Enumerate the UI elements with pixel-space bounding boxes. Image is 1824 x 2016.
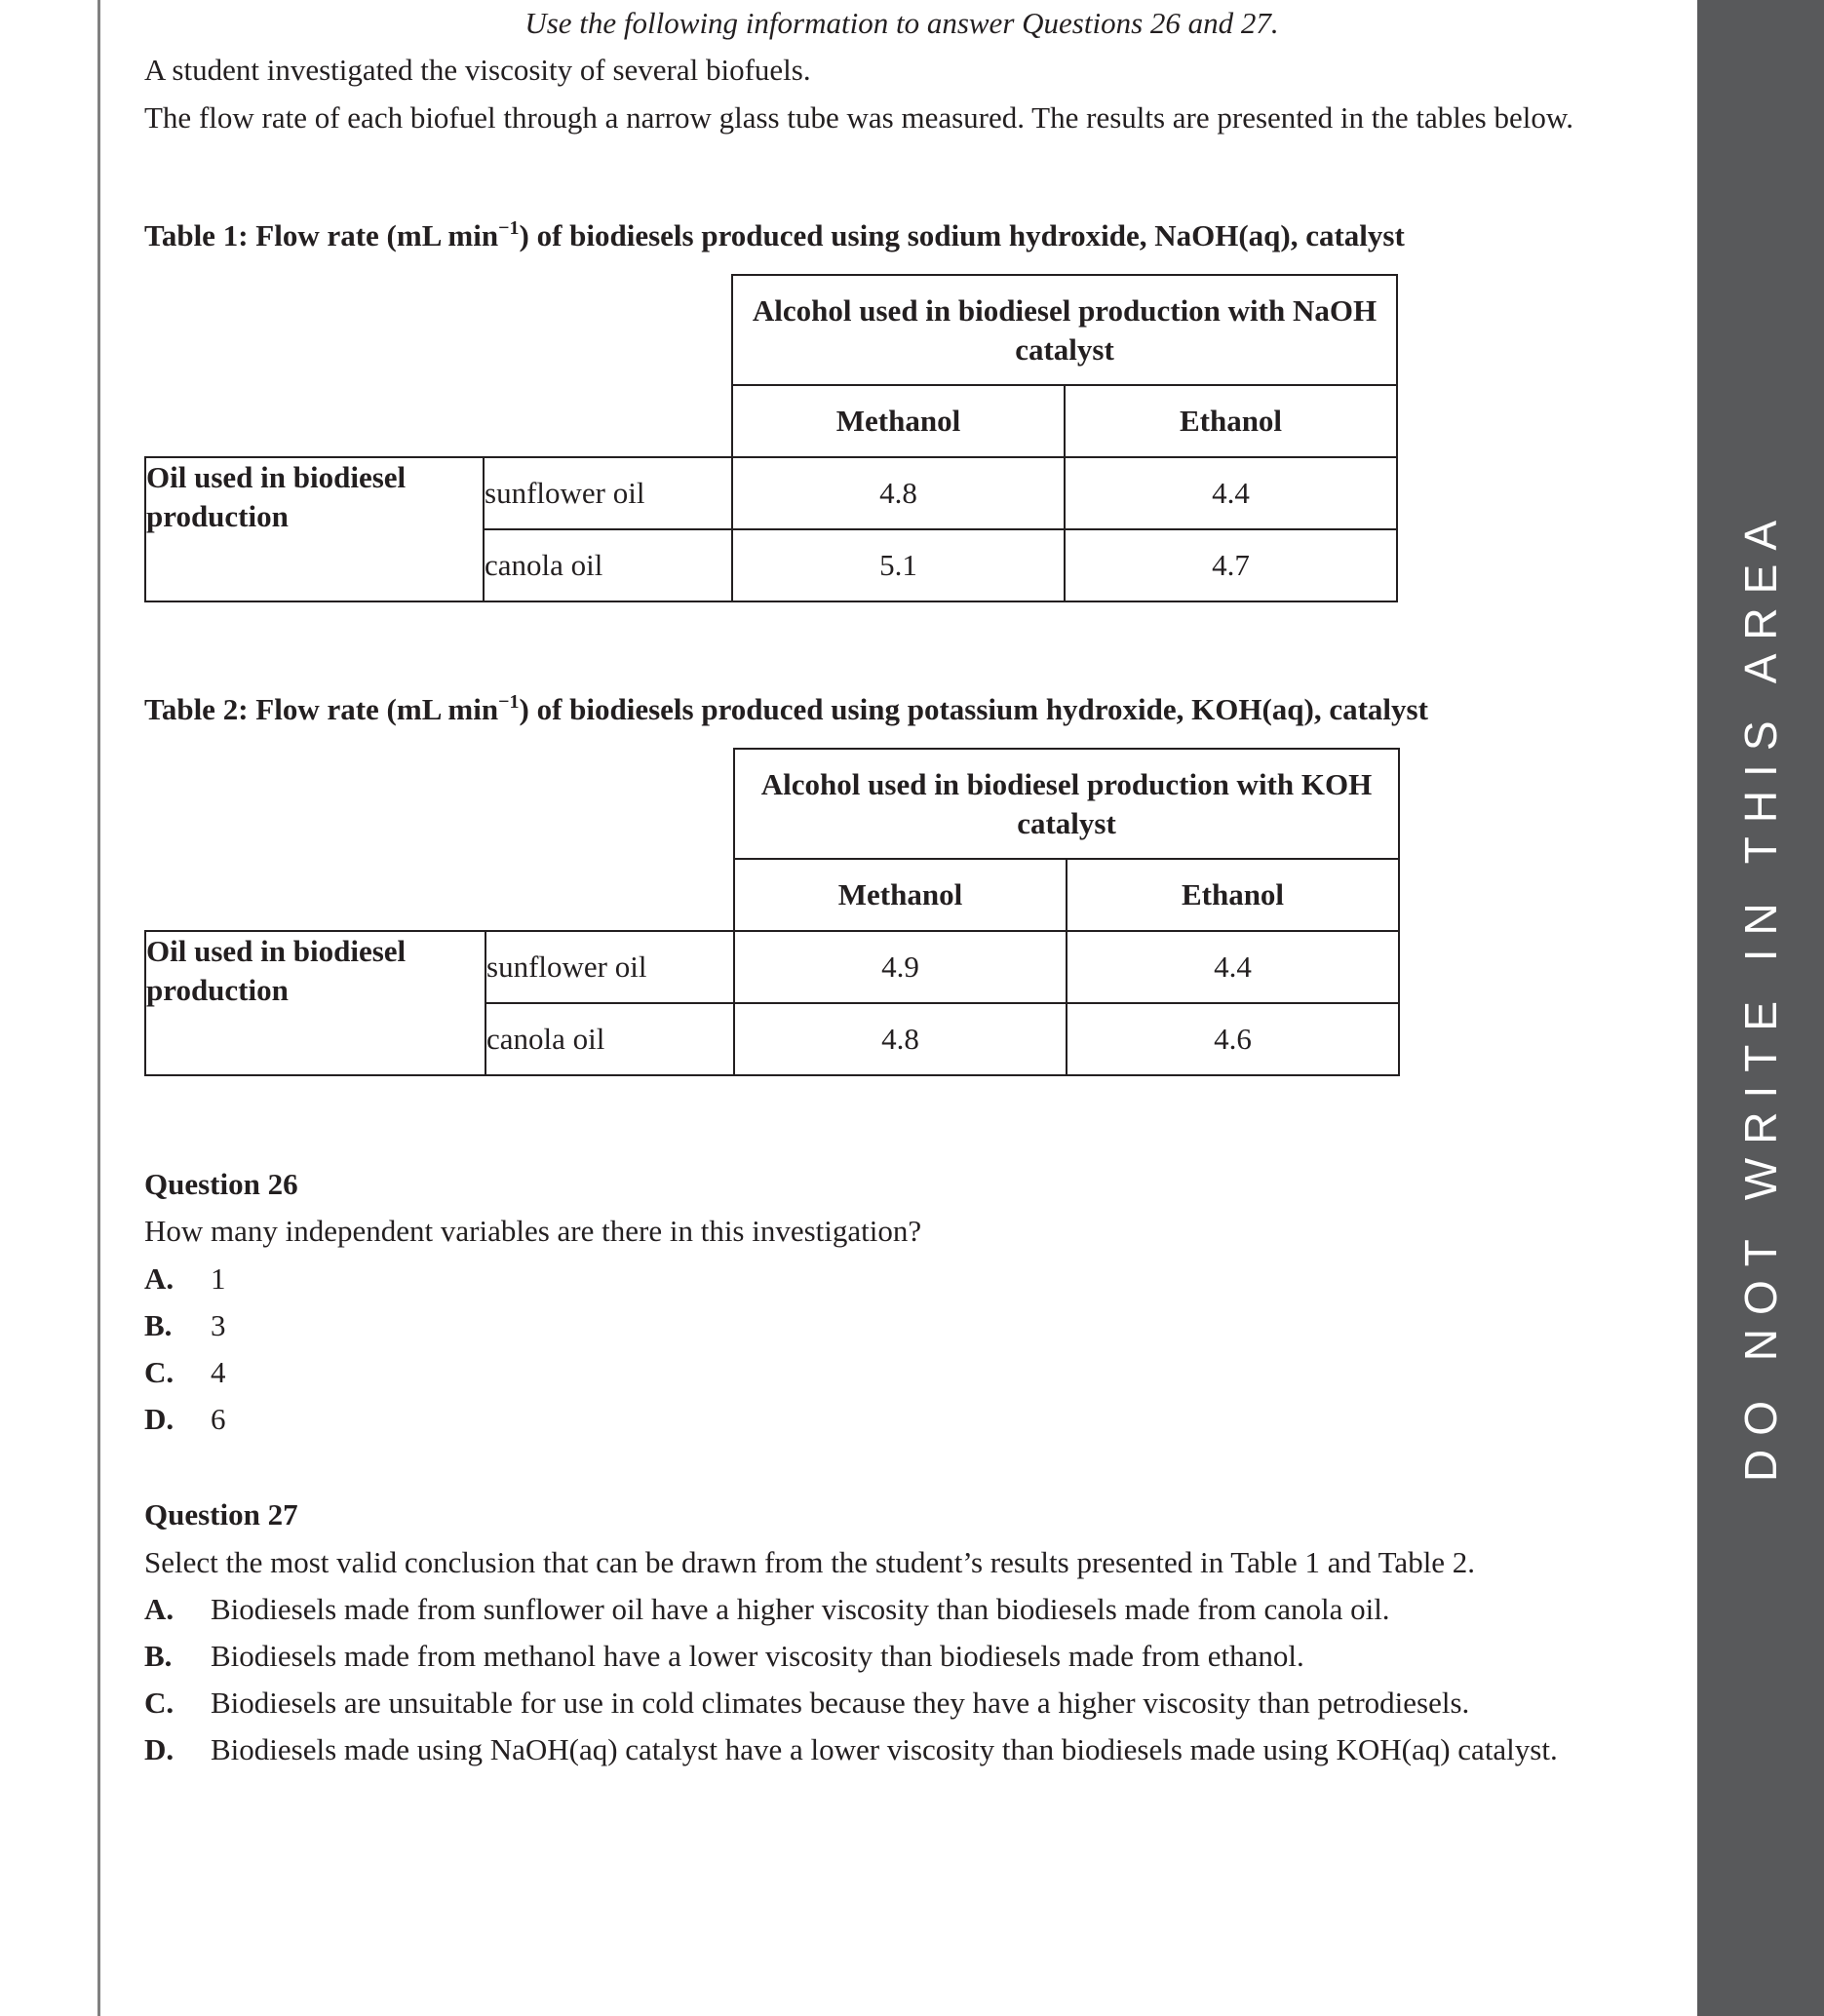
- page-margin-rule: [97, 0, 100, 2016]
- intro-heading: Use the following information to answer Questions 26 and 27.: [524, 6, 1279, 40]
- question-26-title: Question 26: [144, 1167, 298, 1201]
- question-27-title: Question 27: [144, 1497, 298, 1531]
- table2-oil-cell: sunflower oil: [485, 931, 734, 1003]
- option-text: Biodiesels made from methanol have a lower viscosity than biodiesels made from ethanol.: [211, 1639, 1304, 1673]
- table-row: [145, 457, 1397, 529]
- option-text: Biodiesels are unsuitable for use in cold climates because they have a higher viscosity than petrodiesels.: [211, 1686, 1470, 1720]
- option-letter: A.: [144, 1261, 175, 1296]
- table1-value-cell: 4.8: [732, 457, 1065, 529]
- do-not-write-text: DO NOT WRITE IN THIS AREA: [1735, 506, 1786, 1483]
- table2-row-header: Oil used in biodiesel production: [145, 931, 485, 1075]
- table2-value-cell: 4.6: [1067, 1003, 1399, 1075]
- table2-value-cell: 4.8: [734, 1003, 1067, 1075]
- option-letter: C.: [144, 1355, 175, 1389]
- option-letter: A.: [144, 1592, 175, 1626]
- option-letter: D.: [144, 1732, 175, 1766]
- question-26-text: How many independent variables are there in this investigation?: [144, 1214, 922, 1248]
- table1: [144, 274, 1398, 602]
- option-letter: B.: [144, 1308, 173, 1342]
- option-text: 3: [211, 1308, 226, 1342]
- option-text: 6: [211, 1402, 226, 1436]
- option-text: Biodiesels made using NaOH(aq) catalyst have a lower viscosity than biodiesels made using KOH(aq) catalyst.: [211, 1732, 1558, 1766]
- table1-value-cell: 4.4: [1065, 457, 1397, 529]
- table2-value-cell: 4.9: [734, 931, 1067, 1003]
- table2-value-cell: 4.4: [1067, 931, 1399, 1003]
- table1-value-cell: 4.7: [1065, 529, 1397, 601]
- option-letter: D.: [144, 1402, 175, 1436]
- table1-col-methanol: Methanol: [732, 385, 1065, 457]
- table1-row-header: Oil used in biodiesel production: [145, 457, 484, 601]
- table1-oil-cell: canola oil: [484, 529, 732, 601]
- question-26-option-d[interactable]: [144, 1400, 226, 1439]
- table1-value-cell: 5.1: [732, 529, 1065, 601]
- table1-oil-cell: sunflower oil: [484, 457, 732, 529]
- table1-col-ethanol: Ethanol: [1065, 385, 1397, 457]
- option-letter: C.: [144, 1686, 175, 1720]
- table2-col-ethanol: Ethanol: [1067, 859, 1399, 931]
- question-27-option-d[interactable]: [144, 1730, 1558, 1769]
- option-text: 1: [211, 1261, 226, 1296]
- question-26-option-a[interactable]: [144, 1260, 226, 1299]
- table2-oil-cell: canola oil: [485, 1003, 734, 1075]
- table2-group-header: Alcohol used in biodiesel production with KOH catalyst: [734, 749, 1399, 859]
- question-27-option-c[interactable]: [144, 1684, 1469, 1723]
- question-27-option-b[interactable]: [144, 1637, 1304, 1676]
- question-27-text: Select the most valid conclusion that can be drawn from the student’s results presented in Table 1 and Table 2.: [144, 1545, 1476, 1579]
- question-26-option-b[interactable]: [144, 1306, 226, 1345]
- table-row: [145, 931, 1399, 1003]
- table2-title: Table 2: Flow rate (mL $\min^{-1}$) of biodiesels produced using potassium hydroxide, KOH(aq), catalyst: [144, 691, 1428, 726]
- table2-col-methanol: Methanol: [734, 859, 1067, 931]
- option-text: Biodiesels made from sunflower oil have a higher viscosity than biodiesels made from canola oil.: [211, 1592, 1390, 1626]
- option-text: 4: [211, 1355, 226, 1389]
- intro-line-1: A student investigated the viscosity of several biofuels.: [144, 53, 811, 87]
- table1-group-header: Alcohol used in biodiesel production with NaOH catalyst: [732, 275, 1397, 385]
- option-letter: B.: [144, 1639, 173, 1673]
- table1-title: Table 1: Flow rate (mL $\min^{-1}$) of biodiesels produced using sodium hydroxide, NaOH(aq), catalyst: [144, 217, 1405, 252]
- table2: [144, 748, 1400, 1076]
- question-26-option-c[interactable]: [144, 1353, 226, 1392]
- question-27-option-a[interactable]: [144, 1590, 1390, 1629]
- intro-line-2: The flow rate of each biofuel through a narrow glass tube was measured. The results are presented in the tables below.: [144, 100, 1573, 135]
